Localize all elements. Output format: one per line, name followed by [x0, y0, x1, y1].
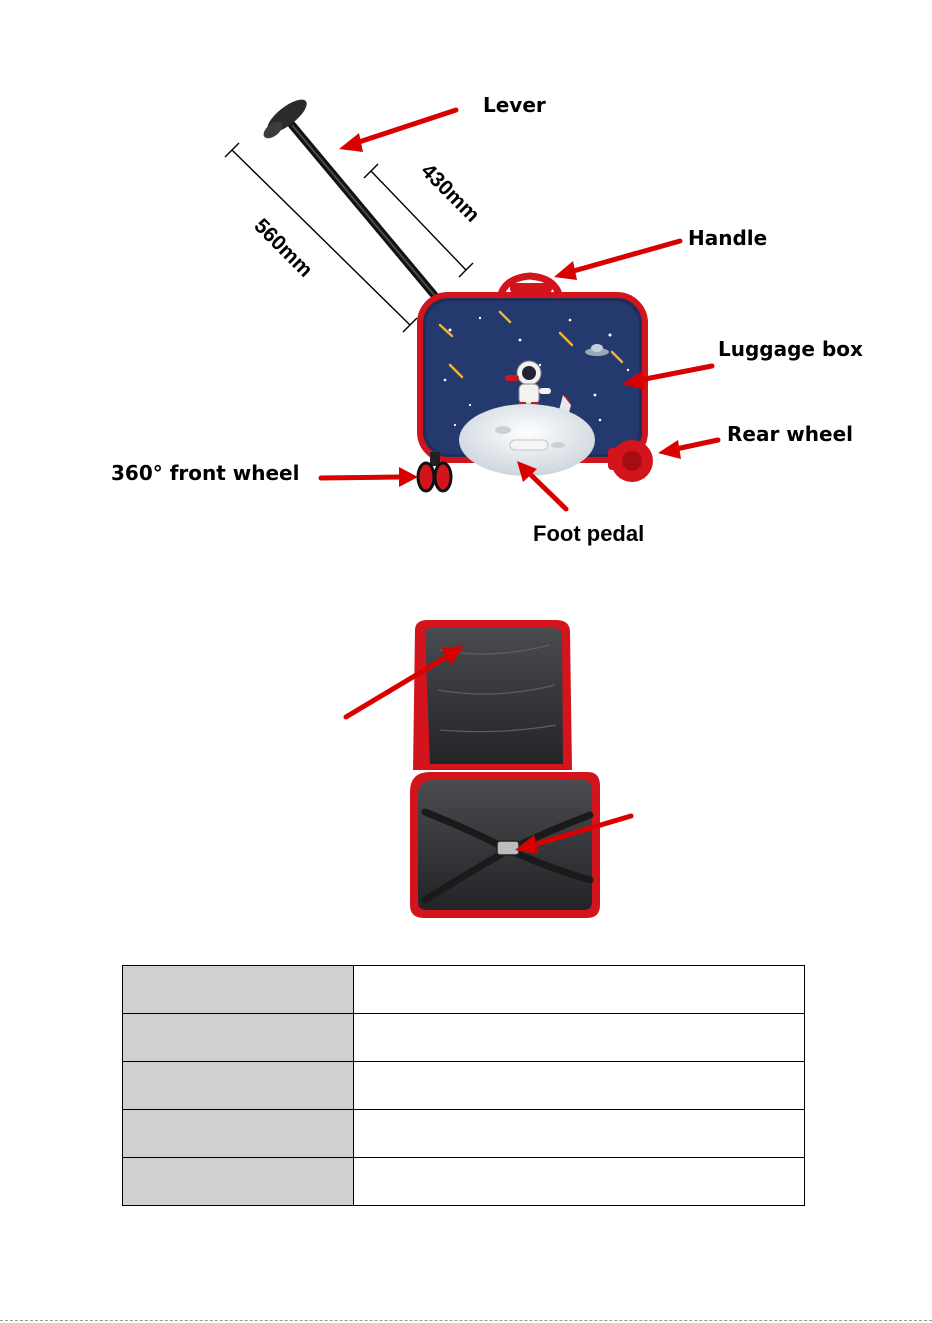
table-row [123, 966, 805, 1014]
luggage-exterior-illustration [261, 94, 653, 491]
spec-key-cell [123, 1062, 354, 1110]
label-foot-pedal: Foot pedal [533, 521, 645, 546]
label-front-wheel: 360° front wheel [111, 461, 300, 485]
spec-table [122, 965, 805, 1206]
spec-value-cell [354, 966, 805, 1014]
table-row [123, 1110, 805, 1158]
table-row [123, 1014, 805, 1062]
spec-key-cell [123, 1014, 354, 1062]
table-row [123, 1062, 805, 1110]
label-handle: Handle [688, 226, 768, 250]
spec-key-cell [123, 966, 354, 1014]
luggage-interior-illustration [410, 620, 600, 918]
label-rear-wheel: Rear wheel [727, 422, 853, 446]
spec-key-cell [123, 1158, 354, 1206]
spec-key-cell [123, 1110, 354, 1158]
strap-buckle [497, 841, 519, 855]
dimension-430mm-label: 430mm [416, 159, 484, 227]
page-bottom-dashed-rule [0, 1320, 932, 1321]
table-row [123, 1158, 805, 1206]
spec-value-cell [354, 1014, 805, 1062]
dimension-430mm [364, 164, 473, 277]
spec-value-cell [354, 1062, 805, 1110]
spec-value-cell [354, 1110, 805, 1158]
spec-value-cell [354, 1158, 805, 1206]
label-luggage-box: Luggage box [718, 337, 863, 361]
label-lever: Lever [483, 93, 546, 117]
dimension-560mm-label: 560mm [249, 214, 317, 282]
